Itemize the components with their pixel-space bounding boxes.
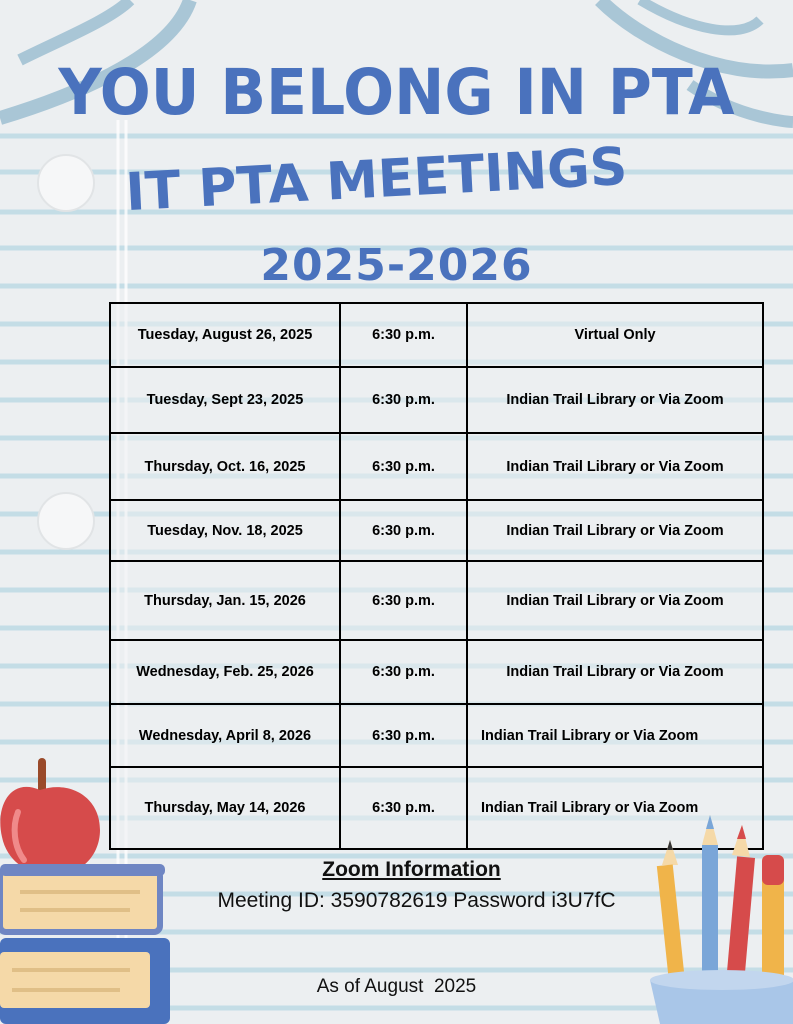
table-row — [110, 367, 763, 433]
zoom-meeting-details: Meeting ID: 3590782619 Password i3U7fC — [217, 889, 616, 912]
meeting-time: 6:30 p.m. — [340, 704, 467, 767]
meeting-date: Wednesday, April 8, 2026 — [110, 704, 340, 767]
meeting-time: 6:30 p.m. — [340, 561, 467, 640]
meeting-location: Virtual Only — [467, 303, 763, 367]
headline-you-belong: YOU BELONG IN PTA — [58, 56, 735, 130]
meeting-time: 6:30 p.m. — [340, 767, 467, 849]
school-year: 2025-2026 — [260, 240, 533, 291]
meeting-schedule-table — [109, 302, 764, 850]
meeting-time: 6:30 p.m. — [340, 367, 467, 433]
meeting-location: Indian Trail Library or Via Zoom — [467, 500, 763, 561]
meeting-time: 6:30 p.m. — [340, 303, 467, 367]
meeting-time: 6:30 p.m. — [340, 500, 467, 561]
table-row — [110, 433, 763, 500]
meeting-location: Indian Trail Library or Via Zoom — [467, 561, 763, 640]
meeting-date: Thursday, Jan. 15, 2026 — [110, 561, 340, 640]
apple-and-books-illustration — [0, 752, 175, 1024]
table-row — [110, 704, 763, 767]
table-row — [110, 303, 763, 367]
meeting-time: 6:30 p.m. — [340, 433, 467, 500]
meeting-time: 6:30 p.m. — [340, 640, 467, 704]
as-of-date: As of August 2025 — [316, 976, 477, 997]
meeting-date: Tuesday, Sept 23, 2025 — [110, 367, 340, 433]
meeting-date: Thursday, May 14, 2026 — [110, 767, 340, 849]
meeting-date: Tuesday, Nov. 18, 2025 — [110, 500, 340, 561]
meeting-location: Indian Trail Library or Via Zoom — [467, 640, 763, 704]
meeting-location: Indian Trail Library or Via Zoom — [467, 367, 763, 433]
meeting-date: Thursday, Oct. 16, 2025 — [110, 433, 340, 500]
table-row — [110, 561, 763, 640]
paper-hole-icon — [36, 490, 98, 552]
meeting-location: Indian Trail Library or Via Zoom — [467, 704, 763, 767]
meeting-date: Tuesday, August 26, 2025 — [110, 303, 340, 367]
table-row — [110, 640, 763, 704]
meeting-location: Indian Trail Library or Via Zoom — [467, 433, 763, 500]
pencil-cup-illustration — [650, 815, 793, 1024]
zoom-heading: Zoom Information — [322, 858, 501, 881]
table-row — [110, 500, 763, 561]
meeting-date: Wednesday, Feb. 25, 2026 — [110, 640, 340, 704]
meeting-location: Indian Trail Library or Via Zoom — [467, 767, 763, 849]
headline-meetings: IT PTA MEETINGS — [124, 136, 629, 224]
